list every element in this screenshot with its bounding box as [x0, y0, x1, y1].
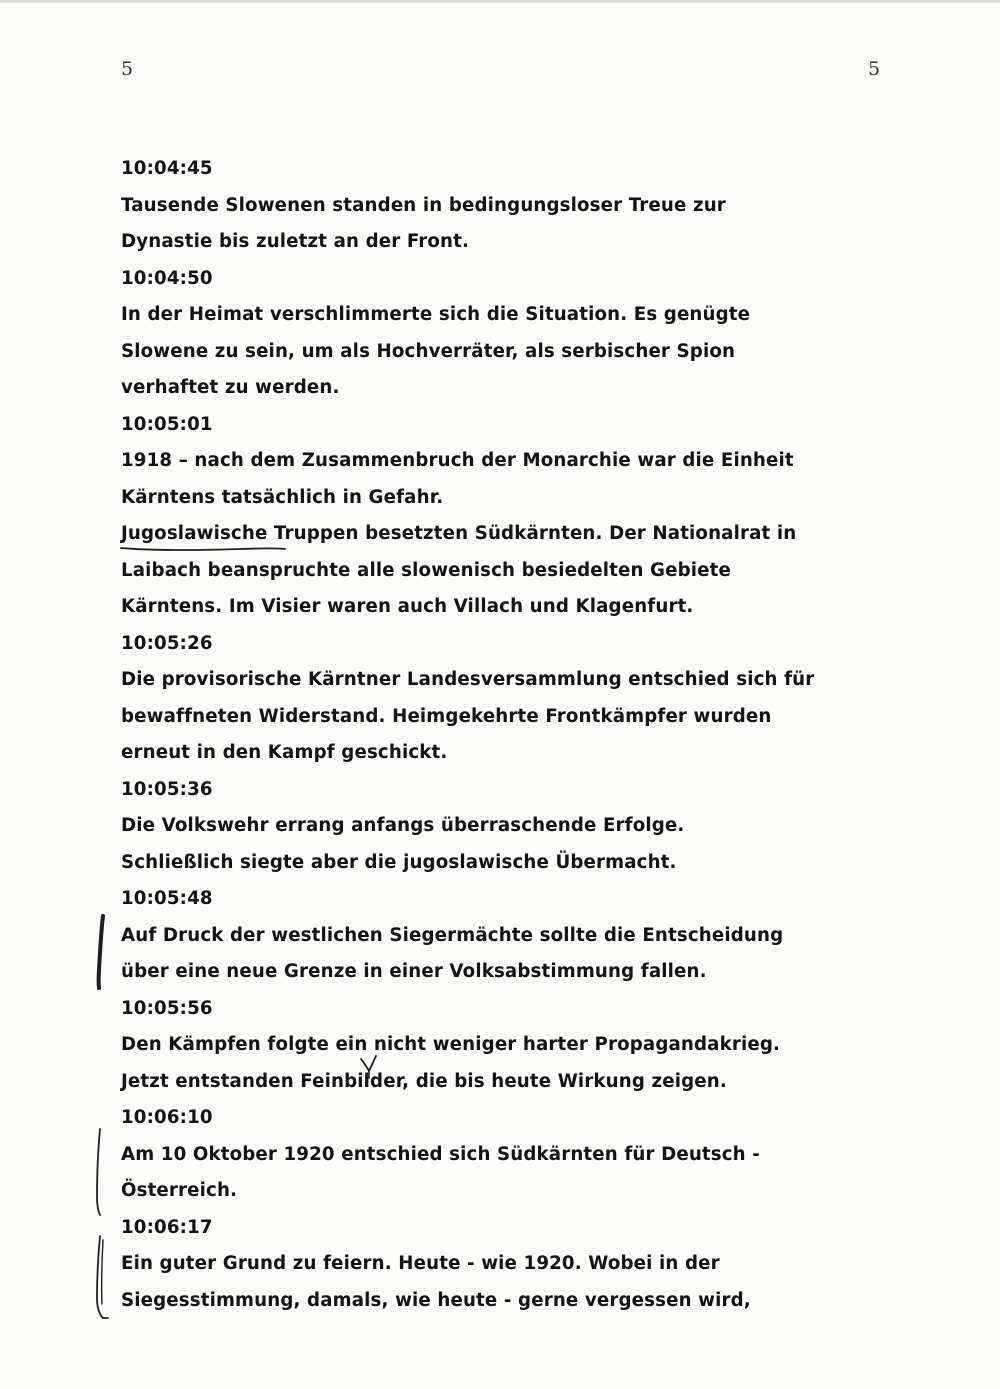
margin-bar-mark: [90, 912, 112, 992]
transcript-line: Kärntens tatsächlich in Gefahr.: [121, 486, 444, 508]
transcript-line: Kärntens. Im Visier waren auch Villach und Klagenfurt.: [121, 596, 694, 617]
transcript-line: Am 10 Oktober 1920 entschied sich Südkärnten für Deutsch -: [121, 1143, 760, 1165]
transcript-segment: [121, 261, 891, 407]
transcript-segment: [121, 772, 891, 882]
transcript-segment: [121, 1100, 891, 1210]
transcript-line: 1918 – nach dem Zusammenbruch der Monarchie war die Einheit: [121, 450, 794, 471]
transcript-line: Laibach beanspruchte alle slowenisch besiedelten Gebiete: [121, 559, 731, 581]
transcript-segment: [121, 626, 891, 772]
transcript-line: Den Kämpfen folgte ein nicht weniger harter Propagandakrieg.: [121, 1034, 781, 1055]
transcript-line: Tausende Slowenen standen in bedingungsloser Treue zur: [121, 194, 726, 216]
transcript-line: verhaftet zu werden.: [121, 377, 340, 398]
timestamp: 10:04:50: [121, 267, 213, 289]
timestamp: 10:06:10: [121, 1107, 213, 1128]
transcript-line: Siegesstimmung, damals, wie heute - gerne vergessen wird,: [121, 1289, 751, 1311]
page-number-left: 5: [121, 58, 134, 80]
transcript-line: über eine neue Grenze in einer Volksabstimmung fallen.: [121, 961, 707, 982]
timestamp: 10:05:26: [121, 632, 213, 654]
margin-bar-mark: [88, 1125, 110, 1221]
transcript-line: Jetzt entstanden Feinbilder, die bis heute Wirkung zeigen.: [121, 1070, 727, 1092]
transcript-line: Jugoslawische Truppen besetzten Südkärnten. Der Nationalrat in: [121, 523, 797, 544]
transcript-line: Ein guter Grund zu feiern. Heute - wie 1920. Wobei in der: [121, 1253, 720, 1274]
timestamp: 10:05:56: [121, 997, 213, 1019]
transcript-line: Die provisorische Kärntner Landesversammlung entschied sich für: [121, 669, 815, 690]
page-number-right: 5: [868, 58, 881, 80]
transcript-segment: [121, 881, 891, 991]
timestamp: 10:04:45: [121, 158, 213, 179]
transcript-line: In der Heimat verschlimmerte sich die Situation. Es genügte: [121, 304, 751, 325]
transcript-line: Auf Druck der westlichen Siegermächte sollte die Entscheidung: [121, 924, 784, 946]
transcript-segment: [121, 991, 891, 1101]
transcript-line: Slowene zu sein, um als Hochverräter, als serbischer Spion: [121, 340, 736, 362]
transcript-line: erneut in den Kampf geschickt.: [121, 742, 448, 763]
transcript-line: Österreich.: [121, 1180, 238, 1201]
scan-edge: [0, 0, 1000, 3]
transcript-segment: [121, 407, 891, 626]
transcript-line: Schließlich siegte aber die jugoslawische Übermacht.: [121, 851, 677, 873]
timestamp: 10:06:17: [121, 1216, 213, 1238]
transcript-line: Dynastie bis zuletzt an der Front.: [121, 231, 469, 252]
transcript-line: Die Volkswehr errang anfangs überraschende Erfolge.: [121, 815, 685, 836]
transcript-segment: [121, 1210, 891, 1320]
timestamp: 10:05:01: [121, 413, 213, 435]
transcript-body: [121, 151, 891, 1319]
timestamp: 10:05:48: [121, 888, 213, 909]
transcript-segment: [121, 151, 891, 261]
transcript-line: bewaffneten Widerstand. Heimgekehrte Frontkämpfer wurden: [121, 705, 772, 727]
margin-bracket-mark: [88, 1232, 114, 1324]
timestamp: 10:05:36: [121, 778, 213, 800]
